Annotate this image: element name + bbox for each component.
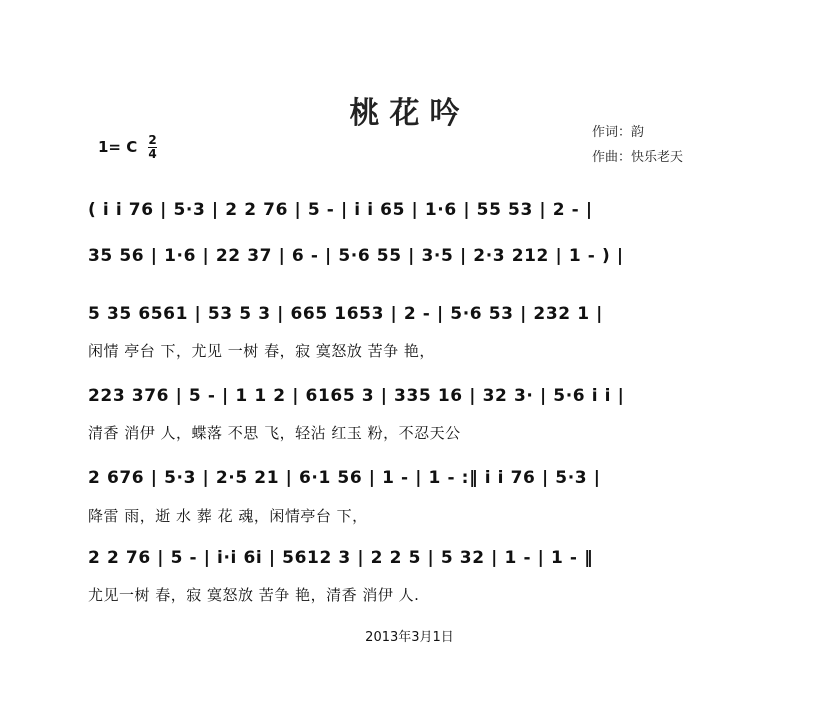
composer-credit: 作曲：快乐老天 [592, 150, 684, 165]
lyrics-line-3: 闲情 亭台 下，尤见 一树 春，寂 寞怒放 苦争 艳， [88, 342, 435, 360]
notation-line-1: ( i i 76 | 5·3 | 2 2 76 | 5 - | i i 65 | 1·6 | 55 53 | 2 - | [88, 200, 593, 220]
lyricist-credit: 作词：韵 [592, 125, 645, 140]
notation-line-3: 5 35 6561 | 53 5 3 | 665 1653 | 2 - | 5·6 53 | 232 1 | [88, 304, 603, 324]
composition-date: 2013年3月1日 [365, 630, 454, 645]
notation-line-2: 35 56 | 1·6 | 22 37 | 6 - | 5·6 55 | 3·5 | 2·3 212 | 1 - ) | [88, 246, 624, 266]
time-signature [148, 134, 157, 161]
notation-line-6: 2 2 76 | 5 - | i·i 6i | 5612 3 | 2 2 5 | 5 32 | 1 - | 1 - ‖ [88, 548, 594, 568]
time-signature-bottom: 4 [148, 147, 157, 161]
notation-line-4: 223 376 | 5 - | 1 1 2 | 6165 3 | 335 16 | 32 3· | 5·6 i i | [88, 386, 625, 406]
lyrics-line-5: 降雷 雨，逝 水 葬 花 魂，闲情亭台 下， [88, 507, 368, 525]
song-title: 桃花吟 [349, 96, 470, 131]
time-signature-top: 2 [148, 133, 157, 147]
notation-line-5: 2 676 | 5·3 | 2·5 21 | 6·1 56 | 1 - | 1 - :‖ i i 76 | 5·3 | [88, 468, 601, 488]
lyrics-line-4: 清香 消伊 人，蝶落 不思 飞，轻沾 红玉 粉，不忍天公 [88, 424, 461, 442]
lyrics-line-6: 尤见一树 春，寂 寞怒放 苦争 艳，清香 消伊 人. [88, 586, 420, 604]
key-signature: 1= C [98, 138, 138, 156]
